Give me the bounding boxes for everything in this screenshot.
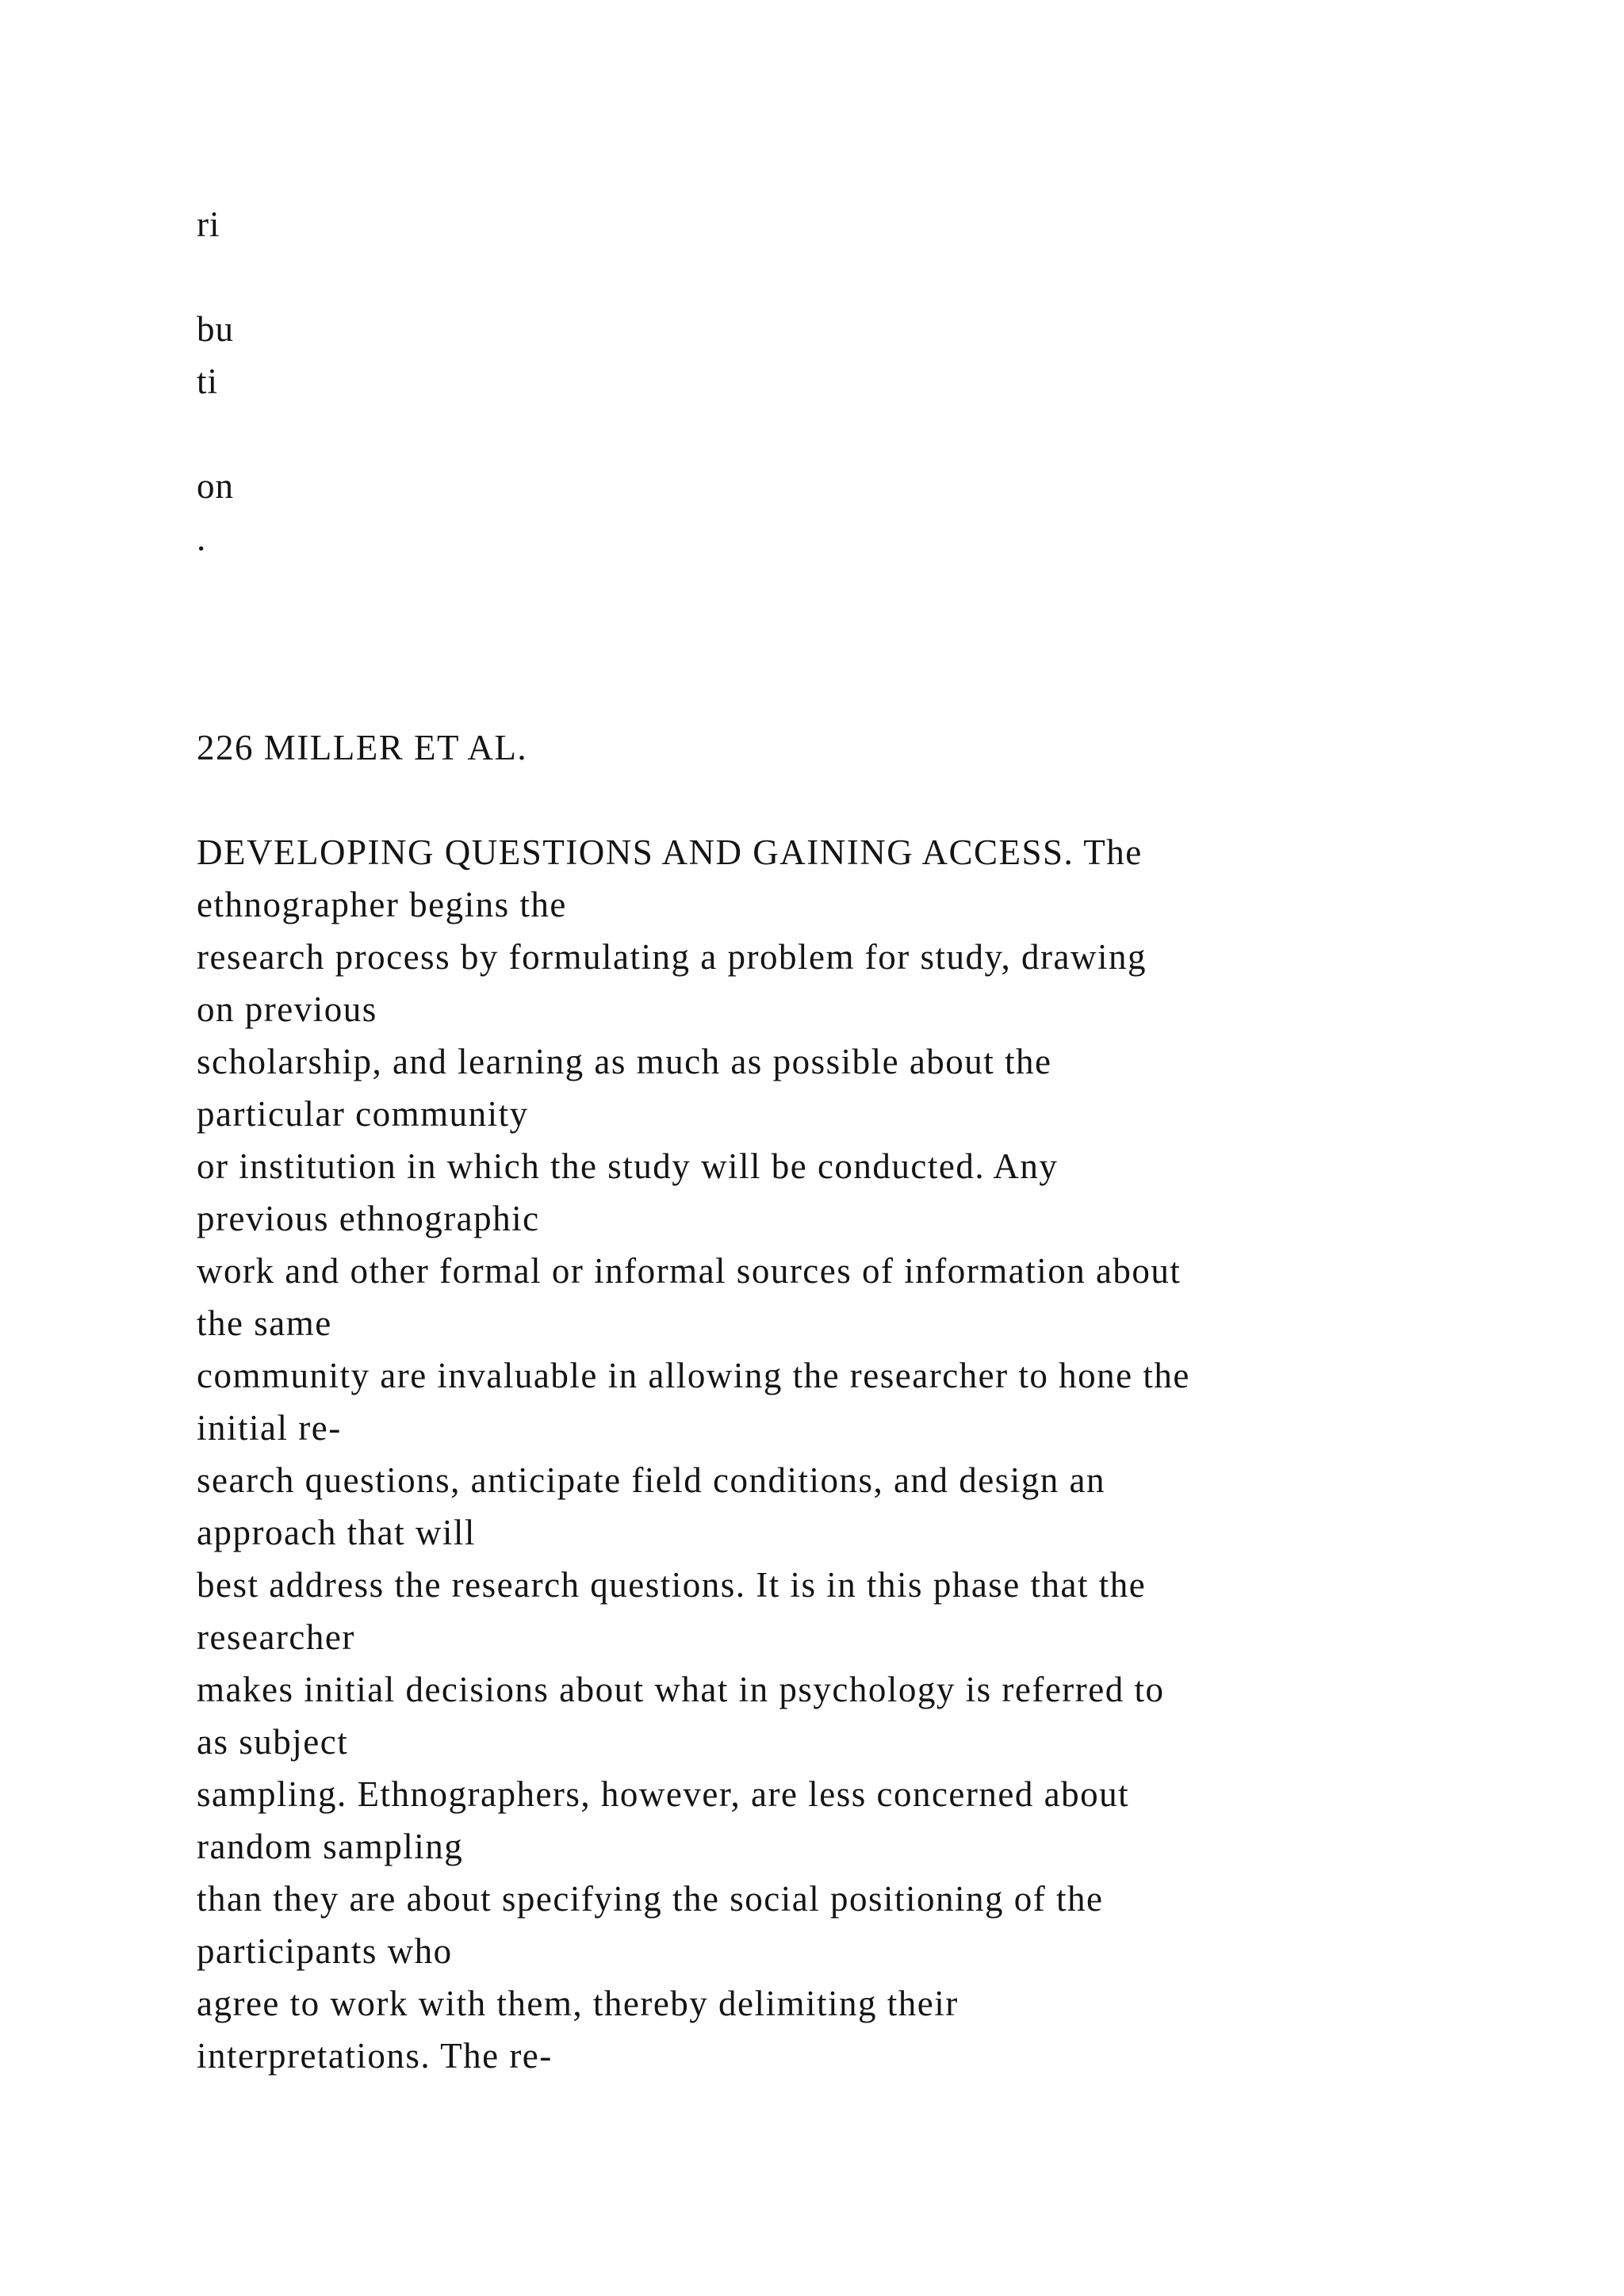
body-line: approach that will bbox=[197, 1513, 476, 1552]
text-fragment: ti bbox=[197, 362, 219, 401]
text-fragment: on bbox=[197, 466, 234, 506]
body-line: best address the research questions. It is in this phase that the bbox=[197, 1565, 1147, 1605]
body-line: work and other formal or informal sources of information about bbox=[197, 1251, 1182, 1291]
body-line: sampling. Ethnographers, however, are less concerned about bbox=[197, 1774, 1130, 1814]
body-line: random sampling bbox=[197, 1827, 464, 1866]
body-line: the same bbox=[197, 1303, 332, 1343]
body-line: as subject bbox=[197, 1722, 349, 1762]
body-line: scholarship, and learning as much as possible about the bbox=[197, 1042, 1052, 1081]
body-line: search questions, anticipate field conditions, and design an bbox=[197, 1460, 1105, 1500]
body-line: than they are about specifying the social positioning of the bbox=[197, 1879, 1104, 1919]
body-line: or institution in which the study will be conducted. Any bbox=[197, 1146, 1059, 1186]
body-line: makes initial decisions about what in psychology is referred to bbox=[197, 1670, 1165, 1709]
text-fragment: . bbox=[197, 519, 207, 558]
body-line: agree to work with them, thereby delimiting their bbox=[197, 1984, 959, 2023]
body-line: ethnographer begins the bbox=[197, 885, 567, 924]
body-line: community are invaluable in allowing the researcher to hone the bbox=[197, 1356, 1190, 1395]
body-line: research process by formulating a problem for study, drawing bbox=[197, 937, 1147, 977]
body-line: researcher bbox=[197, 1617, 355, 1657]
text-fragment: ri bbox=[197, 205, 220, 244]
body-line: participants who bbox=[197, 1931, 453, 1971]
running-header: 226 MILLER ET AL. bbox=[197, 728, 528, 767]
body-line: interpretations. The re- bbox=[197, 2036, 553, 2076]
body-line: particular community bbox=[197, 1094, 529, 1134]
body-line: DEVELOPING QUESTIONS AND GAINING ACCESS. The bbox=[197, 832, 1143, 872]
body-line: previous ethnographic bbox=[197, 1199, 540, 1238]
text-fragment: bu bbox=[197, 309, 234, 349]
body-line: initial re- bbox=[197, 1408, 342, 1448]
body-line: on previous bbox=[197, 989, 377, 1029]
